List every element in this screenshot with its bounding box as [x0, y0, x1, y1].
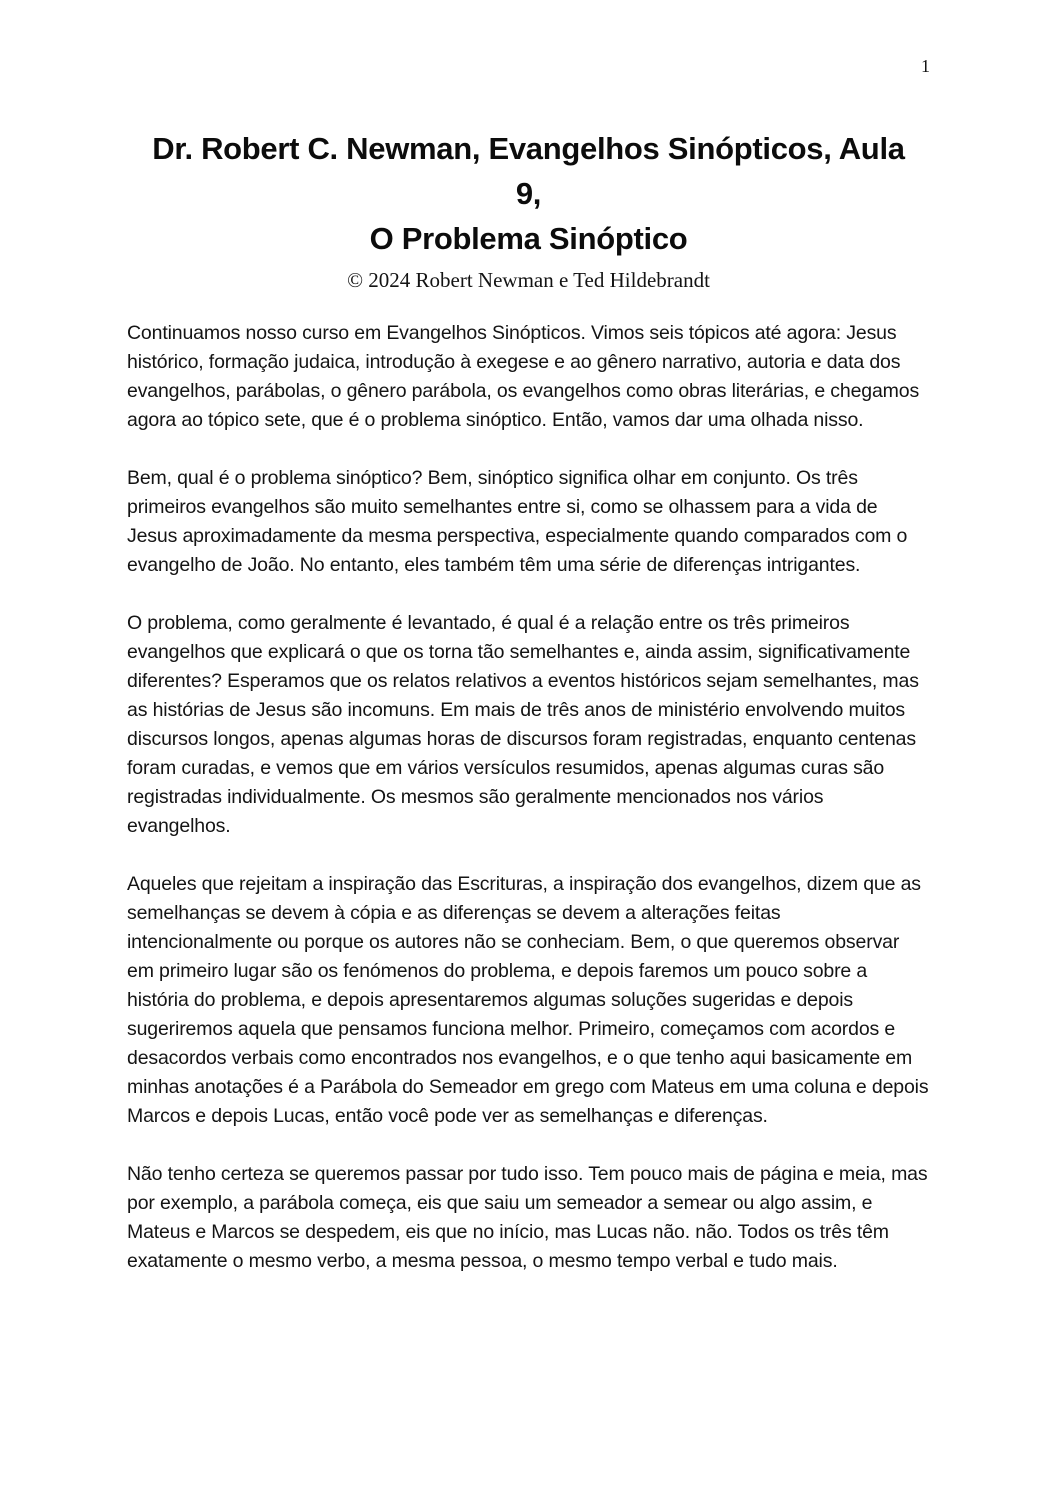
title-line-3: O Problema Sinóptico — [369, 221, 688, 256]
copyright-line: © 2024 Robert Newman e Ted Hildebrandt — [347, 268, 710, 292]
paragraph-3: O problema, como geralmente é levantado, é qual é a relação entre os três primeiros evangelhos que explicará o que os torna tão semelhantes e, ainda assim, significativamente diferentes? Esperamos que os relatos relativos a eventos históricos sejam semelhantes, mas as histórias de Jesus são incomuns. Em mais de três anos de ministério envolvendo muitos discursos longos, apenas algumas horas de discursos foram registradas, enquanto centenas foram curadas, e vemos que em vários versículos resumidos, apenas algumas curas são registradas individualmente. Os mesmos são geralmente mencionados nos vários evangelhos. — [127, 612, 919, 837]
page-number: 1 — [921, 56, 930, 76]
document-header — [127, 126, 930, 294]
title-line-1: Dr. Robert C. Newman, Evangelhos Sinópticos, Aula — [152, 131, 905, 166]
document-title — [127, 126, 930, 261]
title-line-2: 9, — [515, 176, 542, 211]
paragraph-1: Continuamos nosso curso em Evangelhos Sinópticos. Vimos seis tópicos até agora: Jesus histórico, formação judaica, introdução à exegese e ao gênero narrativo, autoria e data dos evangelhos, parábolas, o gênero parábola, os evangelhos como obras literárias, e chegamos agora ao tópico sete, que é o problema sinóptico. Então, vamos dar uma olhada nisso. — [127, 322, 920, 431]
document-body — [127, 319, 930, 1276]
paragraph-4: Aqueles que rejeitam a inspiração das Escrituras, a inspiração dos evangelhos, dizem que as semelhanças se devem à cópia e as diferenças se devem a alterações feitas intencionalmente ou porque os autores não se conheciam. Bem, o que queremos observar em primeiro lugar são os fenómenos do problema, e depois faremos um pouco sobre a história do problema, e depois apresentaremos algumas soluções sugeridas e depois sugeriremos aquela que pensamos funciona melhor. Primeiro, começamos com acordos e desacordos verbais como encontrados nos evangelhos, e o que tenho aqui basicamente em minhas anotações é a Parábola do Semeador em grego com Mateus em uma coluna e depois Marcos e depois Lucas, então você pode ver as semelhanças e diferenças. — [127, 873, 929, 1127]
paragraph-2: Bem, qual é o problema sinóptico? Bem, sinóptico significa olhar em conjunto. Os três primeiros evangelhos são muito semelhantes entre si, como se olhassem para a vida de Jesus aproximadamente da mesma perspectiva, especialmente quando comparados com o evangelho de João. No entanto, eles também têm uma série de diferenças intrigantes. — [127, 467, 908, 576]
paragraph-5: Não tenho certeza se queremos passar por tudo isso. Tem pouco mais de página e meia, mas por exemplo, a parábola começa, eis que saiu um semeador a semear ou algo assim, e Mateus e Marcos se despedem, eis que no início, mas Lucas não. não. Todos os três têm exatamente o mesmo verbo, a mesma pessoa, o mesmo tempo verbal e tudo mais. — [127, 1163, 928, 1272]
